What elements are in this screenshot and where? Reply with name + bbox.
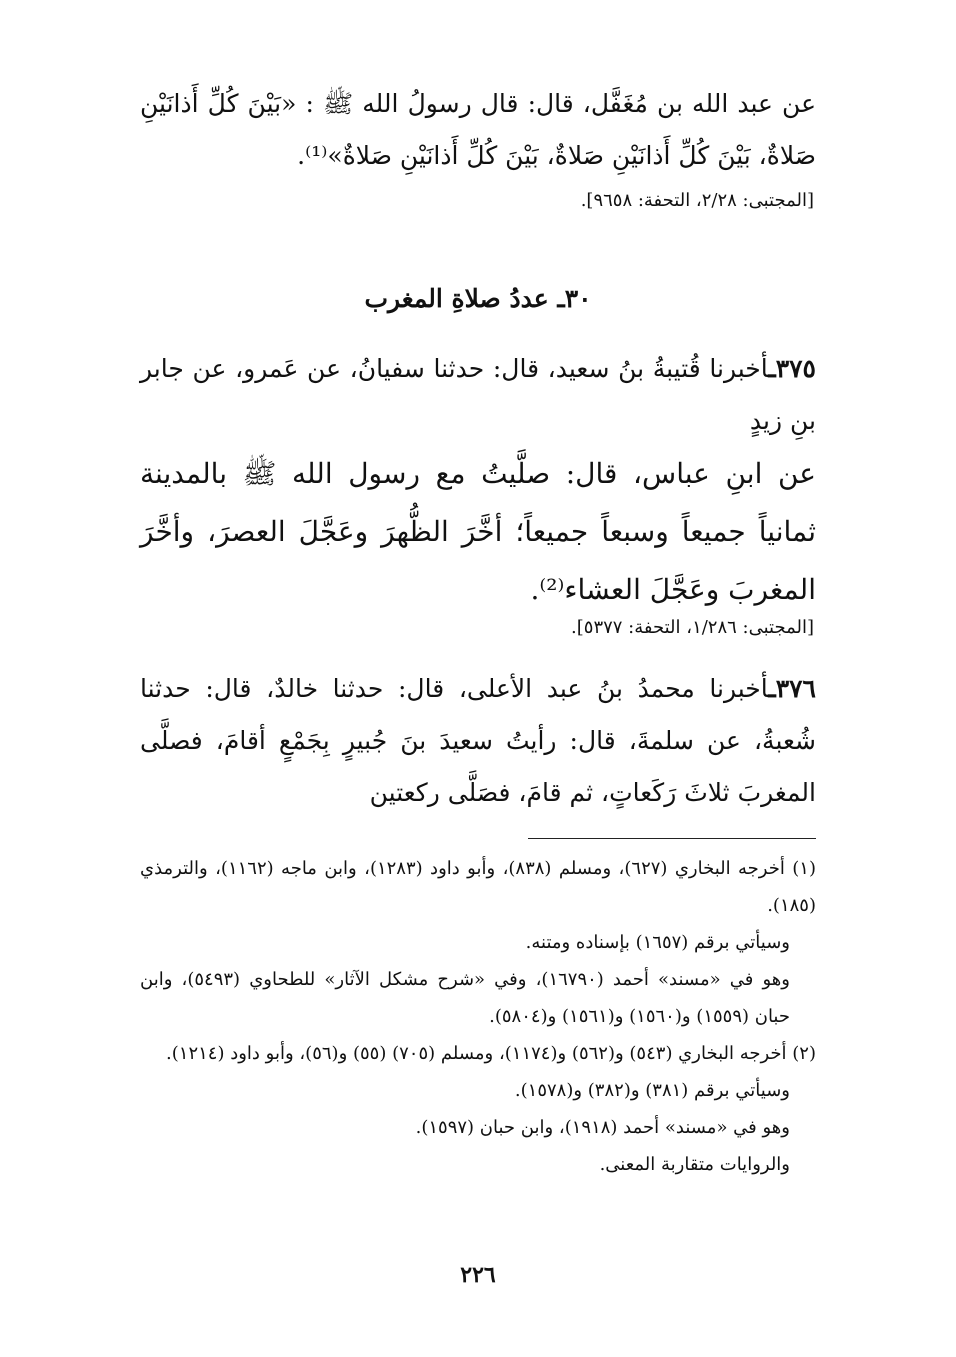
chapter-heading: ٣٠ـ عددُ صلاةِ المغرب [364, 284, 592, 313]
hadith-375-isnad-text: أخبرنا قُتيبةُ بنُ سعيد، قال: حدثنا سفيانُ، عن عَمرو، عن جابر بنِ زيدٍ [140, 354, 816, 435]
top-hadith-reference: [المجتبى: ٢/٢٨، التحفة: ٩٦٥٨]. [580, 190, 814, 211]
page-number: ٢٢٦ [460, 1262, 496, 1288]
footnote-line: وسيأتي برقم (٣٨١) و(٣٨٢) و(١٥٧٨). [514, 1080, 790, 1101]
hadith-375-isnad-paragraph [140, 343, 816, 447]
top-hadith-text [140, 78, 816, 182]
hadith-375-reference: [المجتبى: ١/٢٨٦، التحفة: ٥٣٧٧]. [571, 617, 814, 638]
hadith-376-number: ٣٧٦ـ [768, 674, 816, 703]
hadith-375-isnad [140, 343, 816, 447]
footnote-line: وهو في «مسند» أحمد (١٦٧٩٠)، وفي «شرح مشكل الآثار» للطحاوي (٥٤٩٣)، وابن حبان (١٥٥٩) و(١٥٦٠) و(١٥٦١) و(٥٨٠٤). [140, 969, 790, 1027]
hadith-375-number: ٣٧٥ـ [768, 354, 816, 383]
footnote-separator [528, 838, 816, 839]
hadith-376 [140, 663, 816, 819]
footnote-line: وسيأتي برقم (١٦٥٧) بإسناده ومتنه. [525, 932, 790, 953]
hadith-375-matn-paragraph: عن ابنِ عباس، قال: صلَّيتُ مع رسول الله ﷺ بالمدينة ثمانياً جميعاً وسبعاً جميعاً؛ أخَّرَ الظُّهرَ وعَجَّلَ العصرَ، وأخَّرَ المغربَ وعَجَّلَ العشاء⁽²⁾. [140, 457, 816, 606]
footnote-line: (١) أخرجه البخاري (٦٢٧)، ومسلم (٨٣٨)، وأبو داود (١٢٨٣)، وابن ماجه (١١٦٢)، والترمذي (١٨٥). [140, 858, 816, 916]
footnote-line: (٢) أخرجه البخاري (٥٤٣) و(٥٦٢) و(١١٧٤)، ومسلم (٧٠٥) (٥٥) و(٥٦)، وأبو داود (١٢١٤). [166, 1043, 816, 1064]
footnote-line: وهو في «مسند» أحمد (١٩١٨)، وابن حبان (١٥٩٧). [415, 1117, 790, 1138]
footnotes [140, 850, 816, 1183]
top-hadith-paragraph: عن عبد الله بن مُغَفَّل، قال: قال رسولُ الله ﷺ : «بَيْنَ كُلِّ أَذانَيْنِ صَلاةٌ، بَيْنَ كُلِّ أَذانَيْنِ صَلاةٌ، بَيْنَ كُلِّ أَذانَيْنِ صَلاةٌ»⁽¹⁾. [140, 89, 816, 170]
hadith-375-matn [140, 445, 816, 619]
footnote-line: والروايات متقاربة المعنى. [599, 1154, 790, 1175]
hadith-376-text: أخبرنا محمدُ بنُ عبد الأعلى، قال: حدثنا خالدٌ، قال: حدثنا شُعبةُ، عن سلمةَ، قال: رأيتُ سعيدَ بنَ جُبيرٍ بِجَمْعٍ أقامَ، فصلَّى المغربَ ثلاثَ رَكَعاتٍ، ثم قامَ، فصَلَّى ركعتين [140, 674, 816, 807]
hadith-376-paragraph [140, 663, 816, 819]
